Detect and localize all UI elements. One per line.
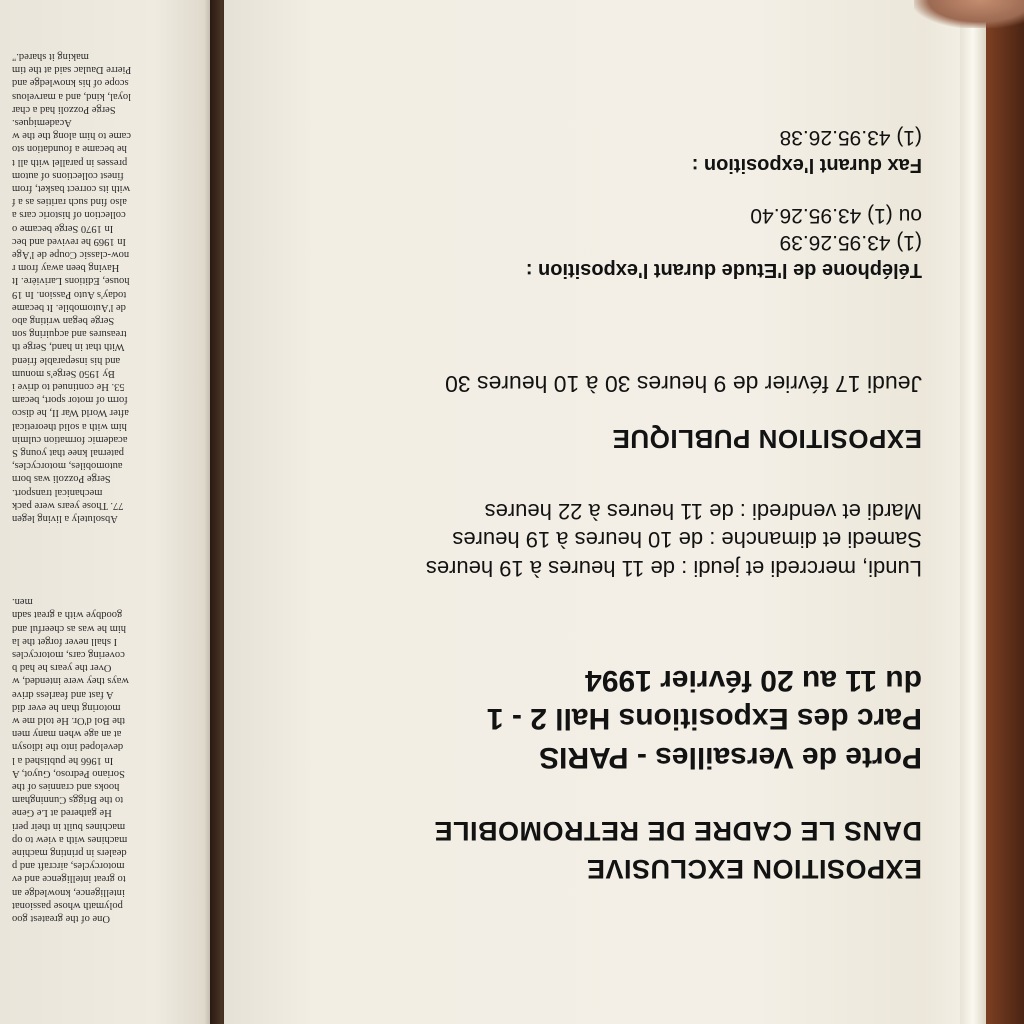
venue-line2: Parc des Expositions Hall 2 - 1 bbox=[486, 702, 922, 735]
left-page-line: Over the years he had b bbox=[12, 662, 112, 674]
left-page-line: In 1969 he revived and bec bbox=[12, 235, 126, 247]
left-page-line: polymath whose passionat bbox=[12, 899, 123, 911]
left-page-line: men. bbox=[12, 596, 33, 608]
left-page-line: Soriano Pedroso, Guyot, A bbox=[12, 767, 125, 779]
left-page-line: ways they were intended, w bbox=[12, 675, 129, 687]
left-page-line: presses in parallel with all t bbox=[12, 156, 128, 168]
left-page-line: Absolutely a living legen bbox=[12, 513, 118, 524]
left-page-line: after World War II, he disco bbox=[12, 407, 129, 419]
left-page-line: automobiles, motorcycles, bbox=[12, 460, 123, 472]
left-page-line: He gathered at Le Gene bbox=[12, 807, 112, 819]
left-page-line: today's Auto Passion. In 19 bbox=[12, 288, 127, 300]
venue-line3: du 11 au 20 février 1994 bbox=[585, 664, 922, 697]
left-page-line: treasures and acquiring son bbox=[12, 328, 127, 340]
left-page-line: now-classic Coupe de l'Age bbox=[12, 249, 130, 260]
right-page-text bbox=[224, 0, 984, 1024]
venue-line1: Porte de Versailles - PARIS bbox=[539, 741, 922, 774]
left-page-line: Pierre Daulac said at the tim bbox=[12, 64, 132, 76]
left-page-line: developed into the idiosyn bbox=[12, 741, 124, 753]
left-page-line: at an age when many men bbox=[12, 728, 122, 740]
left-page-line: came to him along the the w bbox=[12, 130, 131, 142]
left-page-line: mechanical transport. bbox=[12, 486, 103, 498]
left-page-line: finest collections of autom bbox=[12, 169, 124, 181]
public-title: EXPOSITION PUBLIQUE bbox=[612, 424, 922, 454]
phone-line2: ou (1) 43.95.26.40 bbox=[750, 204, 922, 227]
left-page-line: de l'Automobile. It became bbox=[12, 301, 126, 313]
heading-line2: DANS LE CADRE DE RETROMOBILE bbox=[433, 816, 922, 846]
left-page-text bbox=[0, 0, 222, 1024]
left-page-line: motorcycles, aircraft and p bbox=[12, 860, 125, 872]
left-page-line: One of the greatest goo bbox=[12, 913, 110, 924]
left-page-line: In 1970 Serge became o bbox=[12, 222, 114, 234]
left-page-line: paternal knee that young S bbox=[12, 447, 124, 458]
left-page-line: also find such rarities as a f bbox=[12, 196, 127, 208]
left-page-line: house, Editions Larivière. It bbox=[12, 275, 130, 287]
left-page-line: him with a solid theoretical bbox=[12, 420, 127, 432]
phone-line1: (1) 43.95.26.39 bbox=[779, 231, 922, 254]
left-page-line: covering cars, motorcycles bbox=[12, 649, 125, 660]
left-page-line: him he was as cheerful and bbox=[12, 622, 126, 634]
left-page-line: academic formation culmin bbox=[12, 433, 128, 445]
left-page-line: Serge began writing abo bbox=[12, 315, 115, 326]
left-page-line: 53. He continued to drive i bbox=[12, 381, 125, 392]
left-page-line: machines built in their peri bbox=[12, 820, 126, 832]
left-page-line: he became a foundation sto bbox=[12, 143, 127, 155]
fax-line: (1) 43.95.26.38 bbox=[779, 126, 922, 149]
heading-line1: EXPOSITION EXCLUSIVE bbox=[586, 854, 922, 884]
left-page-line: scope of his knowledge and bbox=[12, 77, 129, 89]
left-page bbox=[0, 0, 222, 1024]
left-page-line: Serge Pozzoli was born bbox=[12, 473, 111, 485]
left-page-line: loyal, kind, and a marvelous bbox=[12, 90, 131, 102]
left-page-line: the Bol d'Or. He told me w bbox=[12, 715, 126, 726]
left-page-line: motoring than he ever did bbox=[12, 701, 121, 713]
left-page-line: and his inseparable friend bbox=[12, 354, 121, 366]
left-page-line: collection of historic cars a bbox=[12, 209, 126, 221]
left-page-line: with its correct basket, from bbox=[12, 183, 131, 194]
left-page-line: I shall never forget the la bbox=[12, 635, 118, 647]
left-page-line: Serge Pozzoli had a char bbox=[12, 103, 116, 115]
left-page-line: hooks and crannies of the bbox=[12, 781, 120, 792]
phone-label: Téléphone de l'Etude durant l'exposition : bbox=[525, 259, 922, 281]
left-page-line: intelligence, knowledge an bbox=[12, 886, 125, 898]
left-page-line: 77. Those years were pack bbox=[12, 499, 124, 511]
fax-label: Fax durant l'exposition : bbox=[691, 154, 922, 176]
left-page-line: With that in hand, Serge th bbox=[12, 341, 125, 353]
hours-line1: Lundi, mercredi et jeudi : de 11 heures à 19 heures bbox=[425, 556, 922, 581]
left-page-line: Academiques. bbox=[12, 117, 72, 128]
left-page-line: machines with a view to op bbox=[12, 833, 128, 845]
left-page-line: A fast and fearless drive bbox=[12, 688, 114, 700]
left-page-line: form of motor sport, becam bbox=[12, 394, 128, 406]
hours-line3: Mardi et vendredi : de 11 heures à 22 heures bbox=[484, 499, 922, 524]
left-page-line: In 1966 he published a l bbox=[12, 754, 114, 766]
left-page-line: Having been away from r bbox=[12, 262, 120, 274]
left-page-line: to the Briggs Cunningham bbox=[12, 794, 124, 806]
left-page-line: making it shared." bbox=[12, 51, 89, 62]
left-page-line: to great intelligence and ev bbox=[12, 873, 126, 885]
hours-line2: Samedi et dimanche : de 10 heures à 19 heures bbox=[452, 527, 922, 552]
public-date: Jeudi 17 février de 9 heures 30 à 10 heures 30 bbox=[445, 371, 922, 397]
left-page-line: goodbye with a great sadn bbox=[12, 609, 123, 621]
left-page-line: By 1950 Serge's monum bbox=[12, 367, 115, 379]
left-page-line: dealers in printing machine bbox=[12, 847, 127, 858]
thumb bbox=[914, 0, 1024, 28]
